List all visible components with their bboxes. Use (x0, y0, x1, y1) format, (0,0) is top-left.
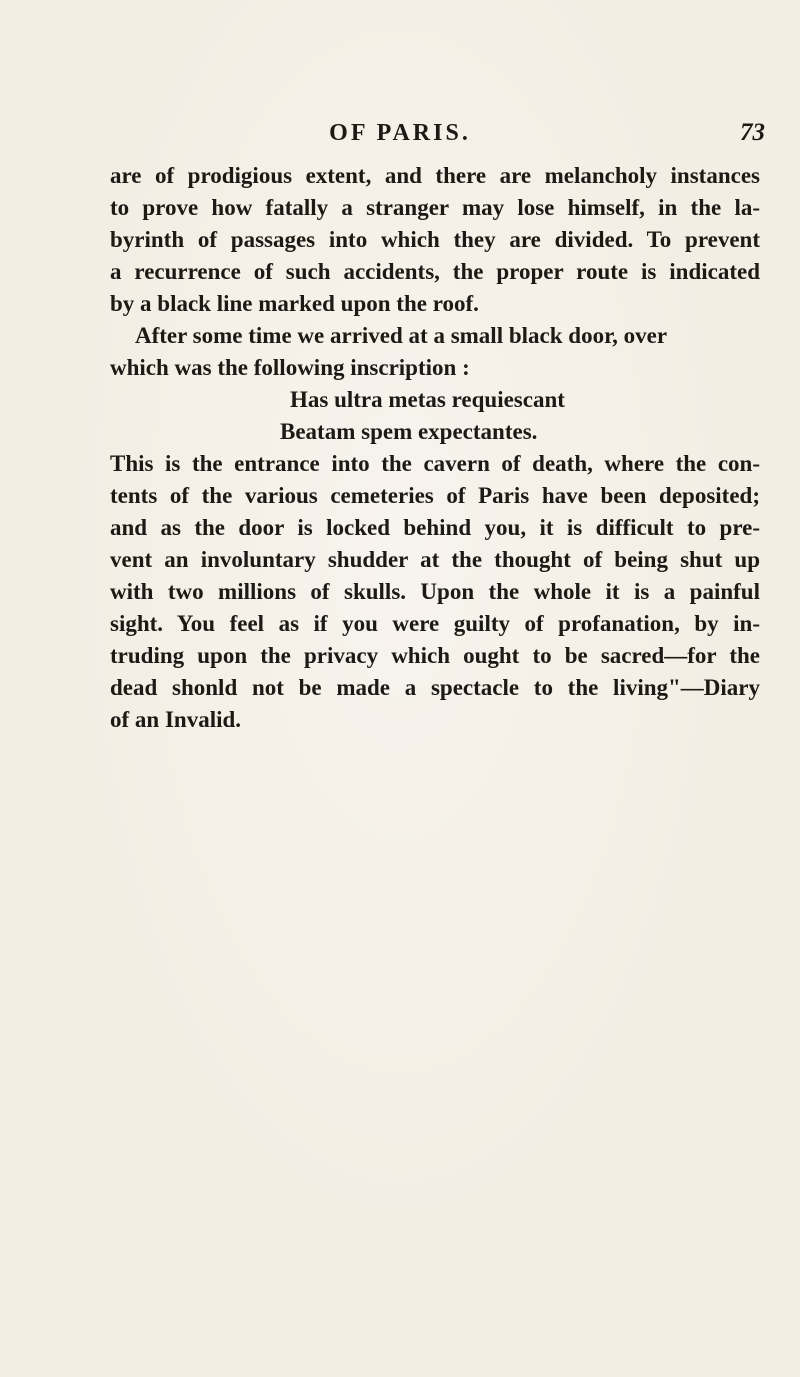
text-line: with two millions of skulls. Upon the whole it is a painful (110, 579, 760, 604)
running-title: OF PARIS. (329, 120, 471, 146)
text-line: sight. You feel as if you were guilty of profanation, by in- (110, 611, 760, 636)
text-line: byrinth of passages into which they are divided. To prevent (110, 227, 760, 252)
text-line: and as the door is locked behind you, it is difficult to pre- (110, 515, 760, 540)
inscription-line: Beatam spem expectantes. (280, 419, 538, 444)
text-line: After some time we arrived at a small black door, over (135, 323, 668, 348)
text-line: truding upon the privacy which ought to be sacred—for the (110, 643, 760, 668)
text-line: dead shonld not be made a spectacle to the living"—Diary (110, 675, 760, 700)
text-line: vent an involuntary shudder at the thought of being shut up (110, 547, 760, 572)
text-line: This is the entrance into the cavern of death, where the con- (110, 451, 760, 476)
text-line: tents of the various cemeteries of Paris have been deposited; (110, 483, 760, 508)
running-head (0, 113, 800, 153)
text-line: by a black line marked upon the roof. (110, 291, 479, 316)
text-line: which was the following inscription : (110, 355, 470, 380)
text-line: to prove how fatally a stranger may lose himself, in the la- (110, 195, 760, 220)
text-line: a recurrence of such accidents, the proper route is indicated (110, 259, 760, 284)
text-line: of an Invalid. (110, 707, 242, 732)
inscription-line: Has ultra metas requiescant (290, 387, 565, 412)
page-number: 73 (740, 119, 765, 146)
text-line: are of prodigious extent, and there are melancholy instances (110, 163, 760, 188)
body-text (110, 160, 760, 736)
